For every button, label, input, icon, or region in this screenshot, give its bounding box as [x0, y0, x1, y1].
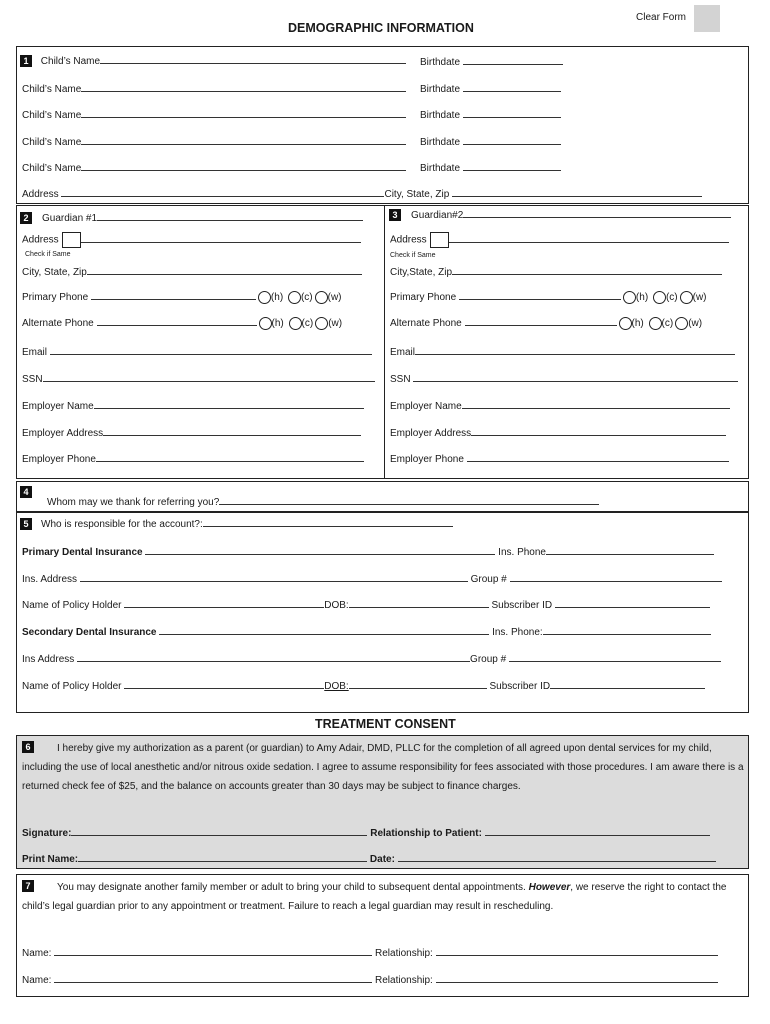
birthdate-row-3[interactable]: [420, 108, 561, 121]
referral-label: Whom may we thank for referring you?: [47, 497, 220, 508]
work-label: (w): [692, 292, 707, 303]
name-field[interactable]: [54, 973, 372, 983]
birthdate-row-1[interactable]: [420, 55, 563, 68]
employer-address-field[interactable]: [471, 426, 726, 436]
ins-address-label: Ins Address: [22, 654, 75, 665]
radio-home[interactable]: [259, 317, 272, 330]
section-number-badge: 4: [20, 486, 32, 498]
ins-phone-field[interactable]: [543, 625, 711, 635]
guardian-2-field[interactable]: [463, 208, 731, 218]
primary-phone-label: Primary Phone: [390, 292, 457, 303]
city-state-zip-label: City,State, Zip: [390, 267, 453, 278]
group-field[interactable]: [509, 652, 721, 662]
city-state-zip-field[interactable]: [87, 265, 362, 275]
radio-home[interactable]: [623, 291, 636, 304]
subscriber-id-field[interactable]: [555, 598, 710, 608]
employer-name-field[interactable]: [462, 399, 730, 409]
print-name-row[interactable]: [22, 852, 716, 865]
child-name-field[interactable]: [81, 161, 406, 171]
responsible-label: Who is responsible for the account?:: [41, 519, 203, 530]
primary-phone-field[interactable]: [459, 290, 621, 300]
guardian-1-field[interactable]: [97, 211, 363, 221]
responsible-row[interactable]: [20, 517, 453, 530]
designee-row-1[interactable]: [22, 946, 718, 959]
birthdate-label: Birthdate: [420, 110, 461, 121]
name-field[interactable]: [54, 946, 372, 956]
policy-holder-label: Name of Policy Holder: [22, 600, 122, 611]
g2-city-row[interactable]: [390, 265, 722, 278]
date-label: Date:: [369, 854, 395, 865]
birthdate-row-5[interactable]: [420, 161, 561, 174]
radio-cell[interactable]: [653, 291, 666, 304]
g1-primary-phone-row[interactable]: [22, 290, 342, 304]
radio-work[interactable]: [315, 291, 328, 304]
work-label: (w): [328, 318, 343, 329]
child-name-label: Child’s Name: [22, 137, 82, 148]
guardian-1-label: Guardian #1: [42, 213, 98, 224]
home-label: (h): [270, 292, 284, 303]
policy-holder-row-2[interactable]: [22, 679, 705, 692]
print-name-label: Print Name:: [22, 854, 79, 865]
print-name-field[interactable]: [78, 852, 367, 862]
birthdate-field[interactable]: [463, 82, 561, 92]
section-number: 3: [389, 209, 401, 221]
primary-ins-label: Primary Dental Insurance: [22, 547, 143, 558]
policy-holder-label: Name of Policy Holder: [22, 681, 122, 692]
relationship-label: Relationship:: [375, 975, 433, 986]
work-label: (w): [688, 318, 703, 329]
policy-holder-row[interactable]: [22, 598, 710, 611]
ins-address-field[interactable]: [77, 652, 470, 662]
g1-city-row[interactable]: [22, 265, 362, 278]
designate-text-a: You may designate another family member or adult to bring your child to subsequent dental appointments.: [57, 882, 526, 893]
section-number: 1: [20, 55, 32, 67]
birthdate-row-2[interactable]: [420, 82, 561, 95]
g1-email-row[interactable]: [22, 345, 372, 358]
guardian-2-row[interactable]: [389, 208, 731, 221]
email-field[interactable]: [50, 345, 372, 355]
radio-work[interactable]: [315, 317, 328, 330]
relationship-field[interactable]: [436, 946, 718, 956]
check-if-same-checkbox[interactable]: [430, 232, 449, 248]
dob-field[interactable]: [349, 679, 487, 689]
email-field[interactable]: [415, 345, 735, 355]
employer-phone-label: Employer Phone: [390, 454, 464, 465]
address-field[interactable]: [449, 233, 729, 243]
birthdate-field[interactable]: [463, 55, 563, 65]
birthdate-field[interactable]: [463, 108, 561, 118]
ins-address-row-2[interactable]: [22, 652, 721, 665]
ins-phone-label: Ins. Phone: [498, 547, 546, 558]
child-name-field[interactable]: [81, 82, 406, 92]
radio-cell[interactable]: [289, 317, 302, 330]
radio-home[interactable]: [258, 291, 271, 304]
alternate-phone-label: Alternate Phone: [22, 318, 94, 329]
child-name-label: Child’s Name: [40, 56, 101, 67]
clear-form-label: Clear Form: [636, 12, 687, 23]
child-name-field[interactable]: [100, 54, 406, 64]
employer-phone-field[interactable]: [467, 452, 729, 462]
birthdate-label: Birthdate: [420, 57, 461, 68]
consent-paragraph: I hereby give my authorization as a parent (or guardian) to Amy Adair, DMD, PLLC for the completion of all agreed upon dental services for my child, including the use of local anesthetic and/or nitrous oxide sedation. I agree to assume responsibility for fees associated with those procedures. I am aware there is a returned check fee of $25, and the balance on accounts greater than 30 days may be subject to finance charges.: [22, 743, 744, 792]
g2-ssn-row[interactable]: [390, 372, 738, 385]
referral-field[interactable]: [219, 495, 599, 505]
secondary-ins-row[interactable]: [22, 625, 711, 638]
g2-primary-phone-row[interactable]: [390, 290, 707, 304]
group-field[interactable]: [510, 572, 722, 582]
relationship-field[interactable]: [436, 973, 718, 983]
cell-label: (c): [661, 318, 674, 329]
guardian-1-row[interactable]: [20, 211, 363, 224]
employer-address-label: Employer Address: [22, 428, 104, 439]
radio-work[interactable]: [675, 317, 688, 330]
child-row-4[interactable]: [22, 135, 406, 148]
employer-phone-field[interactable]: [96, 452, 364, 462]
radio-home[interactable]: [619, 317, 632, 330]
child-row-2[interactable]: [22, 82, 406, 95]
cell-label: (c): [301, 318, 314, 329]
ssn-label: SSN: [22, 374, 43, 385]
designate-text-b: , we reserve the right to contact the child’s legal guardian prior to any appointment or treatment. Failure to reach a legal guardian may result in rescheduling.: [22, 882, 727, 912]
group-label: Group #: [470, 654, 507, 665]
however-text: However: [528, 882, 571, 893]
birthdate-label: Birthdate: [420, 84, 461, 95]
alternate-phone-field[interactable]: [465, 316, 617, 326]
name-label: Name:: [22, 948, 52, 959]
home-label: (h): [635, 292, 649, 303]
date-field[interactable]: [398, 852, 716, 862]
g1-ssn-row[interactable]: [22, 372, 375, 385]
designate-paragraph: [22, 878, 746, 916]
ssn-field[interactable]: [413, 372, 738, 382]
dob-label: DOB:: [324, 681, 349, 692]
dob-field[interactable]: [349, 598, 489, 608]
address-label: Address: [390, 234, 427, 246]
employer-name-label: Employer Name: [390, 401, 462, 412]
g2-email-row[interactable]: [390, 345, 735, 358]
secondary-ins-label: Secondary Dental Insurance: [22, 627, 157, 638]
subscriber-id-label: Subscriber ID: [491, 600, 553, 611]
signature-field[interactable]: [71, 826, 367, 836]
referral-row[interactable]: [47, 495, 599, 508]
employer-name-label: Employer Name: [22, 401, 94, 412]
radio-work[interactable]: [680, 291, 693, 304]
dob-label: DOB:: [324, 600, 349, 611]
name-label: Name:: [22, 975, 52, 986]
policy-holder-field[interactable]: [124, 598, 324, 608]
designee-row-2[interactable]: [22, 973, 718, 986]
g2-address-row[interactable]: [390, 232, 729, 248]
birthdate-field[interactable]: [463, 161, 561, 171]
birthdate-label: Birthdate: [420, 137, 461, 148]
signature-label: Signature:: [22, 828, 72, 839]
city-state-zip-field[interactable]: [452, 265, 722, 275]
birthdate-field[interactable]: [463, 135, 561, 145]
section-number: [20, 486, 32, 498]
subscriber-id-label: Subscriber ID: [489, 681, 551, 692]
child-name-label: Child’s Name: [22, 163, 82, 174]
alternate-phone-field[interactable]: [97, 316, 257, 326]
relationship-field[interactable]: [485, 826, 710, 836]
radio-cell[interactable]: [288, 291, 301, 304]
g1-employer-address-row[interactable]: [22, 426, 361, 439]
ins-address-field[interactable]: [80, 572, 468, 582]
group-label: Group #: [470, 574, 507, 585]
ins-address-label: Ins. Address: [22, 574, 78, 585]
section-number: 5: [20, 518, 32, 530]
child-row-5[interactable]: [22, 161, 406, 174]
child-row-3[interactable]: [22, 108, 406, 121]
employer-phone-label: Employer Phone: [22, 454, 96, 465]
address-field[interactable]: [81, 233, 361, 243]
primary-ins-field[interactable]: [145, 545, 495, 555]
city-state-zip-label: City, State, Zip: [22, 267, 87, 278]
home-label: (h): [631, 318, 644, 329]
section-number-badge: 6: [22, 741, 34, 753]
section-number: 2: [20, 212, 32, 224]
primary-phone-field[interactable]: [91, 290, 256, 300]
cell-label: (c): [300, 292, 313, 303]
section-number-badge: 7: [22, 880, 34, 892]
section-1-box: [16, 46, 749, 204]
g1-alternate-phone-row[interactable]: [22, 316, 342, 330]
child-row-1[interactable]: [20, 54, 406, 67]
signature-row[interactable]: [22, 826, 710, 839]
consent-title: TREATMENT CONSENT: [315, 717, 456, 731]
secondary-ins-field[interactable]: [159, 625, 489, 635]
g1-employer-phone-row[interactable]: [22, 452, 364, 465]
email-label: Email: [22, 347, 48, 358]
g1-address-row[interactable]: [22, 232, 361, 248]
birthdate-row-4[interactable]: [420, 135, 561, 148]
g2-employer-name-row[interactable]: [390, 399, 730, 412]
employer-name-field[interactable]: [94, 399, 364, 409]
check-if-same-checkbox[interactable]: [62, 232, 81, 248]
city-state-zip-field[interactable]: [452, 187, 702, 197]
child-name-label: Child’s Name: [22, 110, 82, 121]
clear-form-button[interactable]: [694, 5, 720, 32]
relationship-label: Relationship to Patient:: [370, 828, 482, 839]
address-field[interactable]: [61, 187, 384, 197]
city-state-zip-label: City, State, Zip: [384, 189, 450, 200]
g2-employer-phone-row[interactable]: [390, 452, 729, 465]
ssn-label: SSN: [390, 374, 411, 385]
radio-cell[interactable]: [649, 317, 662, 330]
page-title: DEMOGRAPHIC INFORMATION: [288, 21, 474, 35]
employer-address-field[interactable]: [103, 426, 361, 436]
cell-label: (c): [665, 292, 678, 303]
child-name-label: Child’s Name: [22, 84, 82, 95]
primary-phone-label: Primary Phone: [22, 292, 89, 303]
alternate-phone-label: Alternate Phone: [390, 318, 462, 329]
address-label: Address: [22, 234, 59, 246]
subscriber-id-field[interactable]: [550, 679, 705, 689]
guardian-2-label: Guardian#2: [411, 210, 464, 221]
birthdate-label: Birthdate: [420, 163, 461, 174]
child-name-field[interactable]: [81, 135, 406, 145]
ins-phone-field[interactable]: [546, 545, 714, 555]
ins-address-row[interactable]: [22, 572, 722, 585]
work-label: (w): [327, 292, 342, 303]
g2-employer-address-row[interactable]: [390, 426, 726, 439]
child-name-field[interactable]: [81, 108, 406, 118]
employer-address-label: Employer Address: [390, 428, 472, 439]
check-if-same-label: Check if Same: [390, 252, 436, 259]
ssn-field[interactable]: [43, 372, 375, 382]
policy-holder-field[interactable]: [124, 679, 324, 689]
address-label: Address: [22, 189, 59, 200]
ins-phone-label: Ins. Phone:: [492, 627, 543, 638]
primary-ins-row[interactable]: [22, 545, 714, 558]
responsible-field[interactable]: [203, 517, 453, 527]
email-label: Email: [390, 347, 416, 358]
address-row[interactable]: [22, 187, 702, 200]
relationship-label: Relationship:: [375, 948, 433, 959]
g2-alternate-phone-row[interactable]: [390, 316, 702, 330]
home-label: (h): [271, 318, 284, 329]
check-if-same-label: Check if Same: [25, 251, 71, 258]
g1-employer-name-row[interactable]: [22, 399, 364, 412]
